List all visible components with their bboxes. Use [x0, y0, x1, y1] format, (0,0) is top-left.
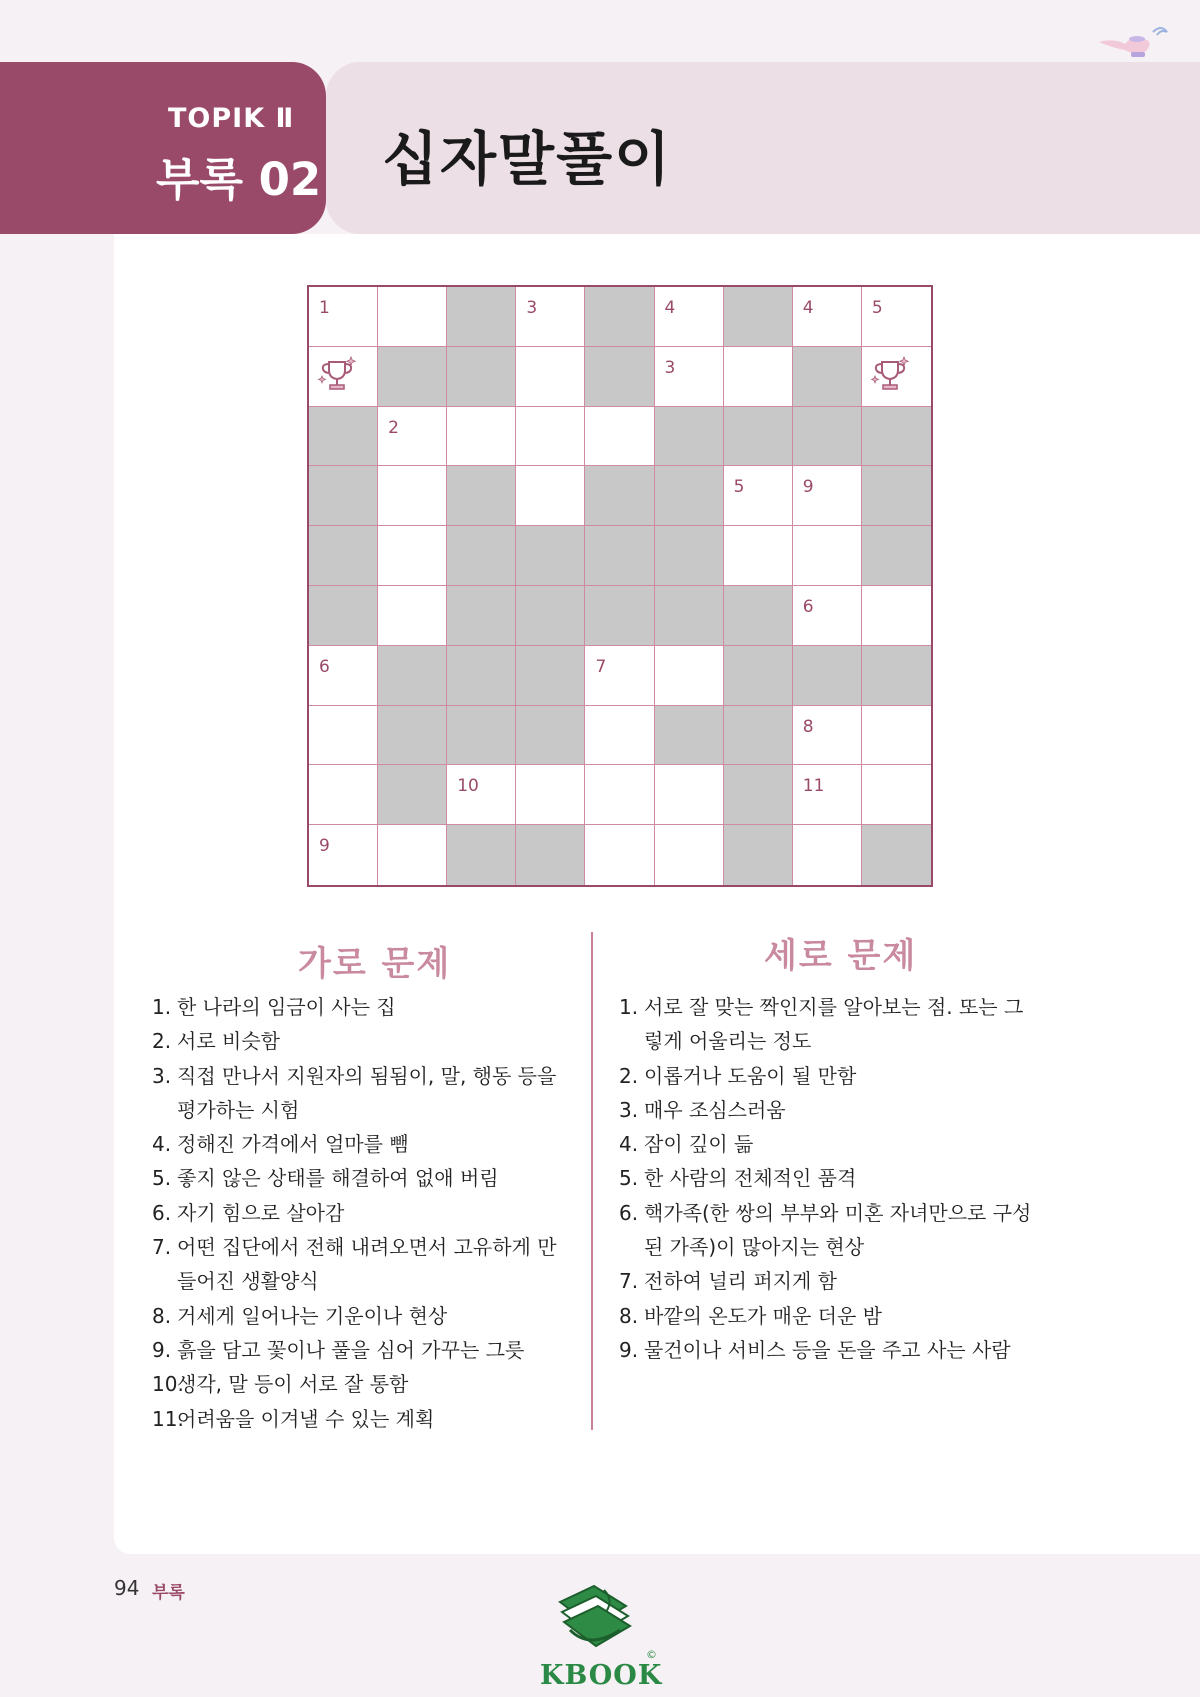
- grid-cell[interactable]: [655, 287, 724, 347]
- appendix-number: 부록 02: [156, 153, 322, 206]
- blocked-cell: [516, 646, 585, 706]
- clue-item-text: 매우 조심스러움: [644, 1097, 786, 1122]
- grid-cell[interactable]: [309, 706, 378, 766]
- grid-cell[interactable]: [655, 347, 724, 407]
- clue-number: 5: [733, 477, 745, 498]
- grid-cell[interactable]: [793, 586, 862, 646]
- clue-number: 9: [802, 477, 814, 498]
- grid-cell[interactable]: [793, 765, 862, 825]
- grid-cell[interactable]: [655, 825, 724, 885]
- clue-item-number: 4.: [619, 1132, 639, 1157]
- blocked-cell: [447, 586, 516, 646]
- clue-item-number: 5.: [619, 1166, 639, 1191]
- clue-number: 4: [664, 298, 676, 318]
- clue-item-number: 3.: [152, 1063, 172, 1088]
- grid-cell[interactable]: [585, 825, 654, 885]
- trophy-icon: [870, 354, 910, 398]
- clue-number: 7: [595, 656, 607, 677]
- clue-item-text: 흙을 담고 꽃이나 풀을 심어 가꾸는 그릇: [177, 1337, 525, 1362]
- clue-number: 2: [388, 417, 399, 438]
- blocked-cell: [862, 825, 931, 885]
- blocked-cell: [655, 526, 724, 586]
- clue-item: [619, 1093, 1039, 1127]
- grid-cell[interactable]: [447, 407, 516, 467]
- clue-number: 4: [802, 298, 814, 318]
- blocked-cell: [378, 347, 447, 407]
- clue-item-text: 거세게 일어나는 기운이나 현상: [177, 1303, 448, 1328]
- blocked-cell: [862, 646, 931, 706]
- blocked-cell: [724, 765, 793, 825]
- clue-item-number: 3.: [619, 1097, 639, 1122]
- blocked-cell: [655, 466, 724, 526]
- clue-number: 3: [526, 298, 538, 318]
- grid-cell[interactable]: [516, 287, 585, 347]
- grid-cell[interactable]: [378, 287, 447, 347]
- blocked-cell: [447, 706, 516, 766]
- grid-cell[interactable]: [862, 765, 931, 825]
- blocked-cell: [724, 706, 793, 766]
- clue-item-text: 직접 만나서 지원자의 됨됨이, 말, 행동 등을 평가하는 시험: [177, 1063, 557, 1122]
- grid-cell[interactable]: [378, 407, 447, 467]
- clue-item-number: 10.: [152, 1372, 184, 1397]
- clue-item-number: 8.: [152, 1303, 172, 1328]
- grid-cell[interactable]: [585, 407, 654, 467]
- blocked-cell: [516, 706, 585, 766]
- clue-item-text: 서로 잘 맞는 짝인지를 알아보는 점. 또는 그렇게 어울리는 정도: [644, 995, 1024, 1054]
- clue-item-text: 전하여 널리 퍼지게 함: [644, 1269, 837, 1294]
- grid-cell[interactable]: [378, 825, 447, 885]
- blocked-cell: [724, 407, 793, 467]
- clue-item-number: 1.: [619, 995, 639, 1019]
- clue-number: 9: [319, 836, 330, 857]
- grid-cell[interactable]: [585, 765, 654, 825]
- clue-item-text: 이롭거나 도움이 될 만함: [644, 1063, 857, 1088]
- grid-cell[interactable]: [309, 646, 378, 706]
- blocked-cell: [655, 407, 724, 467]
- magic-lamp-icon: [1095, 22, 1171, 62]
- grid-cell[interactable]: [724, 466, 793, 526]
- blocked-cell: [585, 347, 654, 407]
- across-heading: 가로 문제: [298, 944, 452, 984]
- clue-item: [152, 1402, 562, 1436]
- clue-item-number: 6.: [619, 1200, 639, 1225]
- clue-item: [152, 1059, 562, 1128]
- clue-item-number: 2.: [619, 1063, 639, 1088]
- grid-cell[interactable]: [793, 825, 862, 885]
- grid-cell[interactable]: [585, 646, 654, 706]
- clue-item-text: 자기 힘으로 살아감: [177, 1200, 345, 1225]
- blocked-cell: [447, 646, 516, 706]
- clue-item-text: 정해진 가격에서 얼마를 뺌: [177, 1132, 409, 1157]
- clue-item: [619, 1333, 1039, 1367]
- clue-number: 3: [664, 357, 676, 378]
- grid-cell[interactable]: [309, 347, 378, 407]
- clue-item: [152, 1299, 562, 1333]
- blocked-cell: [378, 646, 447, 706]
- blocked-cell: [724, 586, 793, 646]
- blocked-cell: [309, 466, 378, 526]
- kbook-logo-text: KBOOK: [540, 1660, 663, 1691]
- grid-cell[interactable]: [378, 466, 447, 526]
- grid-cell[interactable]: [309, 825, 378, 885]
- clue-item: [152, 1024, 562, 1058]
- blocked-cell: [447, 287, 516, 347]
- crossword-grid: [307, 285, 933, 887]
- clue-number: 6: [802, 596, 814, 617]
- clue-number: 6: [319, 656, 330, 677]
- svg-text:©: ©: [646, 1648, 657, 1661]
- clue-item-number: 2.: [152, 1029, 172, 1054]
- blocked-cell: [655, 706, 724, 766]
- clue-item-text: 어떤 집단에서 전해 내려오면서 고유하게 만들어진 생활양식: [177, 1235, 557, 1294]
- clue-item-text: 바깥의 온도가 매운 더운 밤: [644, 1303, 882, 1328]
- blocked-cell: [585, 586, 654, 646]
- clue-item-number: 1.: [152, 995, 172, 1019]
- clue-item: [619, 1161, 1039, 1195]
- exam-series-label: TOPIK Ⅱ: [168, 103, 295, 134]
- blocked-cell: [378, 765, 447, 825]
- clue-item-number: 11.: [152, 1406, 184, 1431]
- blocked-cell: [516, 526, 585, 586]
- clue-item: [619, 1299, 1039, 1333]
- clue-item-text: 핵가족(한 쌍의 부부와 미혼 자녀만으로 구성된 가족)이 많아지는 현상: [644, 1200, 1032, 1260]
- blocked-cell: [378, 706, 447, 766]
- clue-item-number: 7.: [619, 1269, 639, 1294]
- grid-cell[interactable]: [447, 765, 516, 825]
- clue-item-text: 한 나라의 임금이 사는 집: [177, 995, 396, 1019]
- clue-item-number: 6.: [152, 1200, 172, 1225]
- grid-cell[interactable]: [378, 526, 447, 586]
- blocked-cell: [793, 646, 862, 706]
- grid-cell[interactable]: [516, 765, 585, 825]
- blocked-cell: [862, 526, 931, 586]
- blocked-cell: [793, 347, 862, 407]
- blocked-cell: [724, 825, 793, 885]
- clue-item: [619, 1127, 1039, 1161]
- grid-cell[interactable]: [862, 347, 931, 407]
- blocked-cell: [655, 586, 724, 646]
- grid-cell[interactable]: [309, 765, 378, 825]
- page-title: 십자말풀이: [382, 125, 673, 193]
- blocked-cell: [447, 347, 516, 407]
- clue-item: [152, 1367, 562, 1401]
- clue-item-number: 4.: [152, 1132, 172, 1157]
- grid-cell[interactable]: [793, 287, 862, 347]
- blocked-cell: [309, 586, 378, 646]
- grid-cell[interactable]: [724, 526, 793, 586]
- clue-item: [619, 1196, 1039, 1265]
- down-clue-list: [619, 990, 1039, 1367]
- clue-item-number: 9.: [152, 1337, 172, 1362]
- blocked-cell: [585, 526, 654, 586]
- clue-number: 11: [802, 776, 825, 797]
- grid-cell[interactable]: [793, 526, 862, 586]
- clue-item: [619, 990, 1039, 1059]
- grid-cell[interactable]: [516, 347, 585, 407]
- clue-number: 10: [457, 776, 479, 797]
- grid-cell[interactable]: [655, 646, 724, 706]
- blocked-cell: [516, 586, 585, 646]
- blocked-cell: [724, 646, 793, 706]
- blocked-cell: [447, 466, 516, 526]
- clue-item: [152, 990, 562, 1024]
- grid-cell[interactable]: [516, 466, 585, 526]
- grid-cell[interactable]: [378, 586, 447, 646]
- page-number: 94: [114, 1576, 140, 1600]
- trophy-icon: [317, 354, 357, 398]
- clue-item-text: 어려움을 이겨낼 수 있는 계획: [177, 1406, 435, 1431]
- grid-cell[interactable]: [793, 706, 862, 766]
- clue-item-number: 8.: [619, 1303, 639, 1328]
- clue-item: [152, 1161, 562, 1195]
- blocked-cell: [585, 466, 654, 526]
- blocked-cell: [447, 526, 516, 586]
- blocked-cell: [309, 526, 378, 586]
- blocked-cell: [793, 407, 862, 467]
- down-heading: 세로 문제: [764, 936, 918, 976]
- grid-cell[interactable]: [516, 407, 585, 467]
- clue-item-text: 좋지 않은 상태를 해결하여 없애 버림: [177, 1166, 499, 1191]
- clue-number: 1: [319, 298, 330, 318]
- clue-item: [152, 1230, 562, 1299]
- clue-item-number: 9.: [619, 1337, 639, 1362]
- clue-item: [619, 1059, 1039, 1093]
- grid-cell[interactable]: [724, 347, 793, 407]
- blocked-cell: [447, 825, 516, 885]
- clue-item-text: 생각, 말 등이 서로 잘 통함: [177, 1372, 409, 1397]
- column-divider: [591, 932, 593, 1430]
- blocked-cell: [309, 407, 378, 467]
- grid-cell[interactable]: [655, 765, 724, 825]
- clue-item: [619, 1264, 1039, 1298]
- clue-item-text: 잠이 깊이 듦: [644, 1132, 754, 1157]
- clue-number: 5: [871, 298, 883, 318]
- clue-number: 8: [802, 716, 814, 737]
- clue-item-text: 물건이나 서비스 등을 돈을 주고 사는 사람: [644, 1337, 1011, 1362]
- blocked-cell: [862, 407, 931, 467]
- clue-item: [152, 1333, 562, 1367]
- clue-item-text: 서로 비슷함: [177, 1029, 280, 1054]
- grid-cell[interactable]: [309, 287, 378, 347]
- grid-cell[interactable]: [862, 706, 931, 766]
- blocked-cell: [516, 825, 585, 885]
- grid-cell[interactable]: [862, 586, 931, 646]
- blocked-cell: [724, 287, 793, 347]
- clue-item-number: 7.: [152, 1235, 172, 1260]
- clue-item-text: 한 사람의 전체적인 품격: [644, 1166, 857, 1191]
- across-clue-list: [152, 990, 562, 1436]
- clue-item-number: 5.: [152, 1166, 172, 1191]
- grid-cell[interactable]: [793, 466, 862, 526]
- clue-item: [152, 1127, 562, 1161]
- footer-section-label: 부록: [152, 1583, 185, 1603]
- blocked-cell: [862, 466, 931, 526]
- clue-item: [152, 1196, 562, 1230]
- blocked-cell: [585, 287, 654, 347]
- grid-cell[interactable]: [585, 706, 654, 766]
- grid-cell[interactable]: [862, 287, 931, 347]
